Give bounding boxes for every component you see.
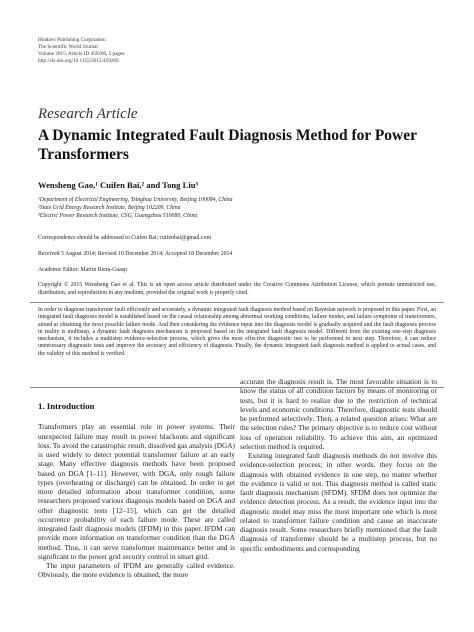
doi-link[interactable]: http://dx.doi.org/10.1155/2015/459260 <box>38 58 119 64</box>
right-column <box>240 377 437 553</box>
publisher-line: Hindawi Publishing Corporation <box>38 37 106 43</box>
article-type: Research Article <box>38 106 138 122</box>
journal-header <box>38 37 124 65</box>
volume-line: Volume 2015, Article ID 459260, 5 pages <box>38 51 125 57</box>
paper-title: A Dynamic Integrated Fault Diagnosis Method for Power Transformers <box>38 127 417 163</box>
paragraph: Existing integrated fault diagnosis methods do not involve this evidence-selection process; in other words, they focus on the diagnosis with obtained evidence in one step, no matter whether the evidence is valid or not. This diagnosis method is called static fault diagnosis mechanism (SFDM). SFDM does not optimize the evidence detection process. As a result, the evidence input into the diagnostic model may miss the most important one which is most related to transformer failure condition and cause an inaccurate diagnosis result. Some researchers briefly mentioned that the fault diagnosis of transformer should be a multistep process, but no specific embodiments and corresponding <box>240 451 437 553</box>
copyright-notice: Copyright © 2015 Wensheng Gao et al. This is an open access article distributed under the Creative Commons Attribution License, which permits unrestricted use, distribution, and reproduction in any medium, provided the original work is properly cited. <box>38 282 436 296</box>
academic-editor: Academic Editor: Martin Riera-Guasp <box>38 267 128 273</box>
affiliation-2: ²State Grid Energy Research Institute, Beijing 102209, China <box>38 204 181 211</box>
left-column <box>38 402 235 580</box>
abstract-text: In order to diagnose transformer fault efficiently and accurately, a dynamic integrated fault diagnosis method based on Bayesian network is proposed in this paper. First, an integrated fault diagnosis model is established based on the causal relationship among abnormal working conditions, failure modes, and failure symptoms of transformers, aimed at obtaining the most possible failure mode. And then considering the evidence input into the diagnosis model is gradually acquired and the fault diagnosis process in reality is multistep, a dynamic fault diagnosis mechanism is proposed based on the integrated fault diagnosis model. Different from the existing one-step diagnosis mechanism, it includes a multistep evidence-selection process, which gives the most effective diagnostic test to be performed in next step. Therefore, it can reduce unnecessary diagnostic tests and improve the accuracy and efficiency of diagnosis. Finally, the dynamic integrated fault diagnosis method is applied to actual cases, and the validity of this method is verified. <box>38 307 436 357</box>
correspondence: Correspondence should be addressed to Cuifen Bai; cuifenbai@gmail.com <box>38 235 212 241</box>
abstract-box <box>30 302 444 388</box>
affiliations <box>38 197 233 220</box>
journal-name: The Scientific World Journal <box>38 44 98 50</box>
paragraph: The input parameters of IFDM are generally called evidence. Obviously, the more evidence is obtained, the more <box>38 561 235 580</box>
paragraph: Transformers play an essential role in power systems. Their unexpected failure may result in power blackouts and significant loss. To avoid the catastrophic result, dissolved gas analysis (DGA) is used widely to detect potential transformer failure at an early stage. Many effective diagnosis methods have been proposed based on DGA [1–11]. However, with DGA, only rough failure types (overheating or discharge) can be obtained. In order to get more detailed information about transformer condition, some researchers proposed various diagnosis models based on DGA and other diagnostic tests [12–15], which can get the detailed occurrence probability of each failure mode. These are called integrated fault diagnosis models (IFDM) in this paper. IFDM can provide more information on transformer condition than the DGA method. Thus, it can serve transformer maintenance better and is significant to the power grid security control in smart grid. <box>38 422 235 561</box>
received-dates: Received 5 August 2014; Revised 10 December 2014; Accepted 18 December 2014 <box>38 251 233 257</box>
section-heading: 1. Introduction <box>38 401 95 411</box>
author-list: Wensheng Gao,¹ Cuifen Bai,² and Tong Liu³ <box>38 180 199 190</box>
affiliation-1: ¹Department of Electrical Engineering, Tsinghua University, Beijing 100084, China <box>38 197 233 203</box>
paragraph: accurate the diagnosis result is. The most favorable situation is to know the status of all condition factors by means of monitoring or tests, but it is hard to realize due to the restriction of technical levels and economic conditions. Therefore, diagnostic tests should be performed selectively. Then, a related question arises: What are the selection rules? The primary objective is to reduce cost without loss of operation reliability. To achieve this aim, an optimized selection method is required. <box>240 377 437 451</box>
affiliation-3: ³Electric Power Research Institute, CSG, Guangzhou 510080, China <box>38 212 198 219</box>
